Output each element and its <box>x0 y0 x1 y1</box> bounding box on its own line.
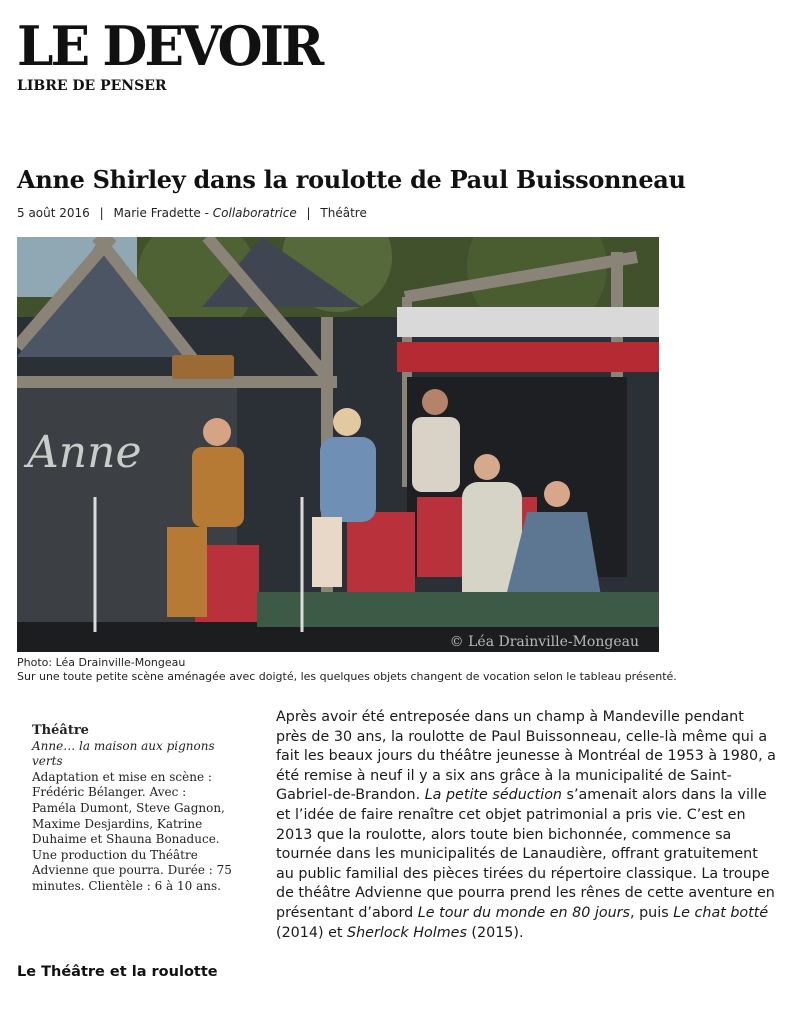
section-heading: Le Théâtre et la roulotte <box>17 964 218 980</box>
chalkboard-writing: Anne <box>27 427 142 478</box>
show-info-sidebar <box>32 723 232 895</box>
author-role: Collaboratrice <box>212 206 297 220</box>
text-run: s’amenait alors dans la ville et l’idée de faire renaître cet objet patrimonial a pris vie. C’est en 2013 que la roulotte, alors toute bien bichonnée, commence sa tournée dans les municipalités de Lanaudière, offrant gratuitement au public familial des pièces tirées du répertoire classique. La troupe de théâtre Advienne que pourra prend les rênes de cette aventure en présentant d’abord <box>276 787 775 921</box>
article-photo <box>17 237 659 652</box>
article-body <box>276 708 776 943</box>
meta-separator: | <box>306 206 311 220</box>
text-run: (2015). <box>466 924 524 941</box>
site-tagline: LIBRE DE PENSER <box>17 78 167 94</box>
photo-caption-block <box>17 656 677 684</box>
sidebar-show-name: Anne… la maison aux pignons verts <box>32 738 215 769</box>
article-title: Anne Shirley dans la roulotte de Paul Buissonneau <box>17 165 686 194</box>
work-title: Le tour du monde en 80 jours <box>417 904 631 921</box>
stage-scene-illustration <box>17 237 659 652</box>
meta-separator: | <box>99 206 104 220</box>
work-title: Le chat botté <box>673 904 769 921</box>
sidebar-details: Adaptation et mise en scène : Frédéric Bélanger. Avec : Paméla Dumont, Steve Gagnon, Maxime Desjardins, Katrine Duhaime et Shauna Bonaduce. Une production du Théâtre Advienne que pourra. Durée : 75 minutes. Clientèle : 6 à 10 ans. <box>32 769 232 893</box>
article-meta <box>17 206 367 220</box>
sidebar-title: Théâtre <box>32 723 89 738</box>
author-dash: - <box>200 206 213 220</box>
section-link[interactable]: Théâtre <box>320 206 367 220</box>
article-date: 5 août 2016 <box>17 206 90 220</box>
masthead <box>17 14 334 94</box>
author-name[interactable]: Marie Fradette <box>113 206 201 220</box>
article-paragraph <box>276 708 776 943</box>
photo-watermark: © Léa Drainville-Mongeau <box>449 634 639 650</box>
text-run: Après avoir été entreposée dans un champ à Mandeville pendant près de 30 ans, la roulotte de Paul Buissonneau, celle-là même qui a fait les beaux jours du théâtre jeunesse à Montréal de 1953 à 1980, a été remise à neuf il y a six ans grâce à la municipalité de Saint-Gabriel-de-Brandon. <box>276 709 776 804</box>
text-run: (2014) et <box>276 924 348 941</box>
text-run: , puis <box>630 904 674 921</box>
work-title: Sherlock Holmes <box>347 924 467 941</box>
photo-caption: Sur une toute petite scène aménagée avec doigté, les quelques objets changent de vocation selon le tableau présenté. <box>17 670 677 683</box>
photo-credit: Photo: Léa Drainville-Mongeau <box>17 656 186 669</box>
site-logo[interactable]: LE DEVOIR <box>17 14 322 78</box>
work-title: La petite séduction <box>424 787 562 804</box>
